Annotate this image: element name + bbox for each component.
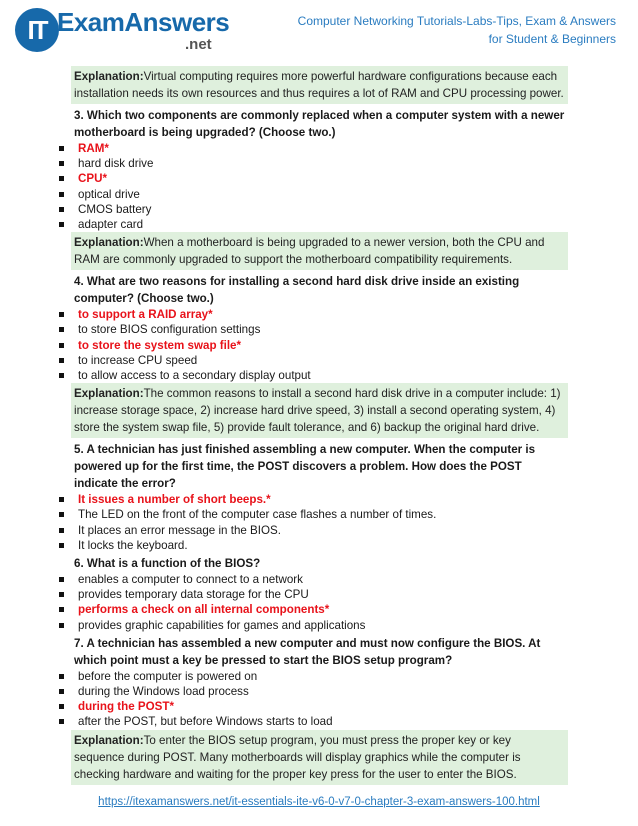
page-header	[0, 0, 638, 62]
answer-option-correct: RAM*	[56, 141, 568, 156]
answer-option: It places an error message in the BIOS.	[56, 523, 568, 538]
source-url-link[interactable]: https://itexamanswers.net/it-essentials-ite-v6-0-v7-0-chapter-3-exam-answers-100.html	[98, 796, 540, 808]
answer-option-correct: CPU*	[56, 171, 568, 186]
answer-option: before the computer is powered on	[56, 669, 568, 684]
explanation-text: To enter the BIOS setup program, you must press the proper key or key sequence during POST. Many motherboards will display graphics while the computer is checking hardware and waiting for the proper key press for the user to enter the BIOS.	[74, 733, 521, 781]
answer-option: It locks the keyboard.	[56, 538, 568, 553]
answer-option-correct: to support a RAID array*	[56, 307, 568, 322]
question-title: 7. A technician has assembled a new computer and must now configure the BIOS. At which point must a key be pressed to start the BIOS setup program?	[74, 636, 541, 667]
answer-option: to increase CPU speed	[56, 353, 568, 368]
logo-name: ExamAnswers	[57, 7, 230, 37]
intro-explanation	[71, 66, 568, 104]
answer-options	[56, 307, 568, 383]
answer-option: provides temporary data storage for the CPU	[56, 587, 568, 602]
answer-option-correct: It issues a number of short beeps.*	[56, 492, 568, 507]
answer-option: during the Windows load process	[56, 684, 568, 699]
answer-options	[56, 141, 568, 232]
question-list	[56, 107, 568, 785]
site-tagline	[286, 12, 616, 48]
explanation-text: Virtual computing requires more powerful hardware configurations because each installation needs its own resources and thus requires a lot of RAM and CPU processing power.	[74, 70, 564, 100]
answer-options	[56, 669, 568, 730]
answer-options	[56, 572, 568, 633]
tagline-line-2: for Student & Beginners	[488, 32, 616, 46]
answer-option: hard disk drive	[56, 156, 568, 171]
answer-option: optical drive	[56, 187, 568, 202]
answer-option: The LED on the front of the computer case flashes a number of times.	[56, 507, 568, 522]
explanation-label: Explanation:	[74, 387, 144, 401]
site-logo[interactable]	[15, 6, 230, 56]
logo-suffix: .net	[185, 36, 212, 53]
answer-option: CMOS battery	[56, 202, 568, 217]
answer-option: to store BIOS configuration settings	[56, 322, 568, 337]
question-explanation	[71, 232, 568, 270]
question-explanation	[71, 383, 568, 438]
answer-option: provides graphic capabilities for games and applications	[56, 618, 568, 633]
tagline-line-1: Computer Networking Tutorials-Labs-Tips, Exam & Answers	[297, 14, 616, 28]
question-title: 5. A technician has just finished assembling a new computer. When the computer is powered up for the first time, the POST discovers a problem. How does the POST indicate the error?	[74, 443, 536, 491]
explanation-label: Explanation:	[74, 733, 144, 747]
explanation-text: When a motherboard is being upgraded to a newer version, both the CPU and RAM are commonly upgraded to support the motherboard compatibility requirements.	[74, 236, 545, 267]
explanation-label: Explanation:	[74, 236, 144, 250]
answer-option: adapter card	[56, 217, 568, 232]
answer-option-correct: during the POST*	[56, 699, 568, 714]
explanation-text: The common reasons to install a second hard disk drive in a computer include: 1) increase storage space, 2) increase hard drive speed, 3) install a second operating system, 4) store the system swap file, 5) provide fault tolerance, and 6) backup the original hard drive.	[74, 387, 561, 435]
question-title: 4. What are two reasons for installing a second hard disk drive inside an existing computer? (Choose two.)	[74, 275, 520, 306]
answer-option-correct: performs a check on all internal components*	[56, 602, 568, 617]
logo-it-badge: IT	[15, 8, 59, 52]
explanation-label: Explanation:	[74, 70, 144, 83]
answer-option-correct: to store the system swap file*	[56, 338, 568, 353]
answer-options	[56, 492, 568, 553]
question-explanation	[71, 730, 568, 785]
question-title: 6. What is a function of the BIOS?	[74, 557, 261, 571]
answer-option: to allow access to a secondary display output	[56, 368, 568, 383]
exam-content	[56, 66, 568, 788]
answer-option: after the POST, but before Windows starts to load	[56, 714, 568, 729]
question-title: 3. Which two components are commonly replaced when a computer system with a newer motherboard is being upgraded? (Choose two.)	[74, 109, 565, 139]
answer-option: enables a computer to connect to a network	[56, 572, 568, 587]
